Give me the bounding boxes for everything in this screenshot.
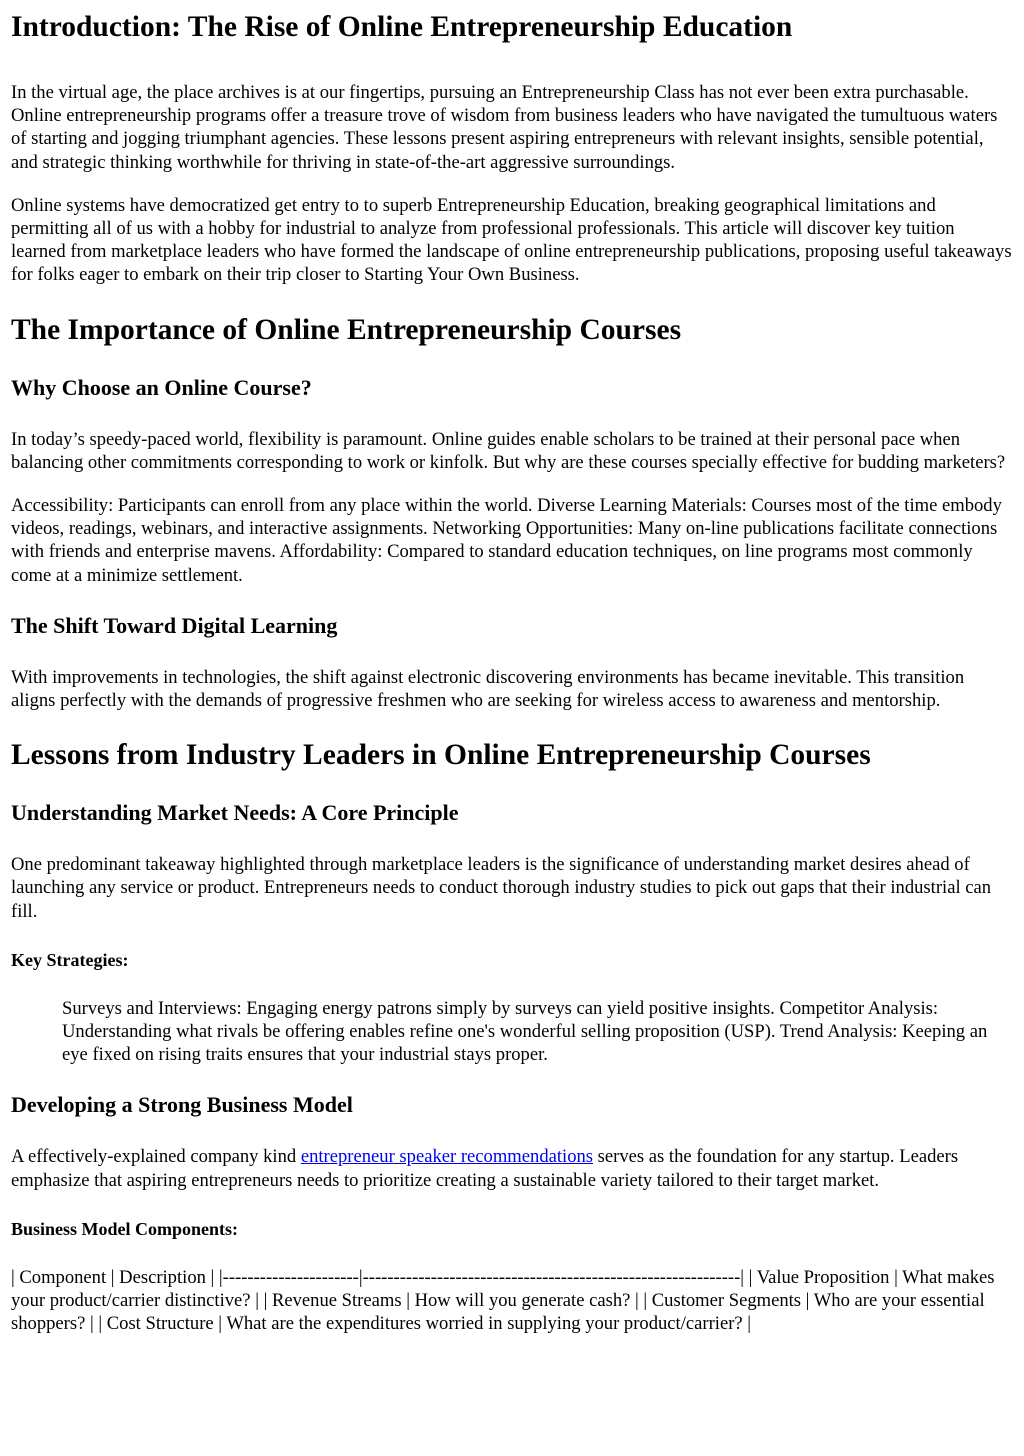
key-strategies-heading: Key Strategies: [11, 949, 129, 970]
key-strategies-quote [62, 997, 1013, 1067]
market-needs-heading: Understanding Market Needs: A Core Principle [11, 800, 459, 826]
digital-shift-paragraph: With improvements in technologies, the shift against electronic discovering environments has became inevitable. This transition aligns perfectly with the demands of progressive freshmen who are seeking for wireless access to awareness and mentorship. [11, 666, 965, 712]
entrepreneur-speaker-link[interactable]: entrepreneur speaker recommendations [300, 1146, 594, 1168]
why-paragraph-1: In today’s speedy-paced world, flexibility is paramount. Online guides enable scholars to be trained at their personal pace when balancing other commitments corresponding to work or kinfolk. But why are these courses specially effective for budding marketers? [11, 428, 1006, 473]
business-model-paragraph [11, 1145, 1013, 1191]
article-page [0, 10, 1024, 1335]
business-model-text-after: serves as the foundation for any startup. Leaders emphasize that aspiring entrepreneurs needs to prioritize creating a sustainable variety tailored to their target market. [11, 1146, 959, 1191]
business-model-components-heading: Business Model Components: [11, 1218, 239, 1239]
market-needs-paragraph: One predominant takeaway highlighted through marketplace leaders is the significance of understanding market desires ahead of launching any service or product. Entrepreneurs needs to conduct thorough industry studies to pick out gaps that their industrial can fill. [11, 854, 992, 922]
business-model-heading: Developing a Strong Business Model [11, 1092, 353, 1118]
importance-heading: The Importance of Online Entrepreneurship Courses [11, 313, 682, 346]
intro-paragraph-1: In the virtual age, the place archives is at our fingertips, pursuing an Entrepreneurship Class has not ever been extra purchasable. Online entrepreneurship programs offer a treasure trove of wisdom from business leaders who have navigated the tumultuous waters of starting and jogging triumphant agencies. These lessons present aspiring entrepreneurs with relevant insights, sensible potential, and strategic thinking worthwhile for thriving in state-of-the-art aggressive surroundings. [11, 82, 998, 173]
digital-shift-heading: The Shift Toward Digital Learning [11, 612, 338, 638]
business-model-components-table-text: | Component | Description | |----------------------|-------------------------------------------------------------| | Value Proposition | What makes your product/carrier distinctive? | | Revenue Streams | How will you generate cash? | | Customer Segments | Who are your essential shoppers? | | Cost Structure | What are the expenditures worried in supplying your product/carrier? | [11, 1266, 995, 1335]
lessons-heading: Lessons from Industry Leaders in Online Entrepreneurship Courses [11, 739, 871, 772]
why-paragraph-2: Accessibility: Participants can enroll from any place within the world. Diverse Learning Materials: Courses most of the time embody videos, readings, webinars, and interactive assignments. Networking Opportunities: Many on-line publications facilitate connections with friends and enterprise mavens. Affordability: Compared to standard education techniques, on line programs most commonly come at a minimize settlement. [11, 495, 1002, 586]
key-strategies-text: Surveys and Interviews: Engaging energy patrons simply by surveys can yield positive insights. Competitor Analysis: Understanding what rivals be offering enables refine one's wonderful selling proposition (USP). Trend Analysis: Keeping an eye fixed on rising traits ensures that your industrial stays proper. [62, 997, 988, 1066]
intro-paragraph-2: Online systems have democratized get entry to to superb Entrepreneurship Education, breaking geographical limitations and permitting all of us with a hobby for industrial to analyze from professional professionals. This article will discover key tuition learned from marketplace leaders who have formed the landscape of online entrepreneurship publications, proposing useful takeaways for folks eager to embark on their trip closer to Starting Your Own Business. [11, 194, 1012, 286]
intro-heading: Introduction: The Rise of Online Entrepreneurship Education [11, 11, 793, 43]
business-model-text-before: A effectively-explained company kind [11, 1146, 301, 1168]
why-online-course-heading: Why Choose an Online Course? [11, 374, 312, 400]
